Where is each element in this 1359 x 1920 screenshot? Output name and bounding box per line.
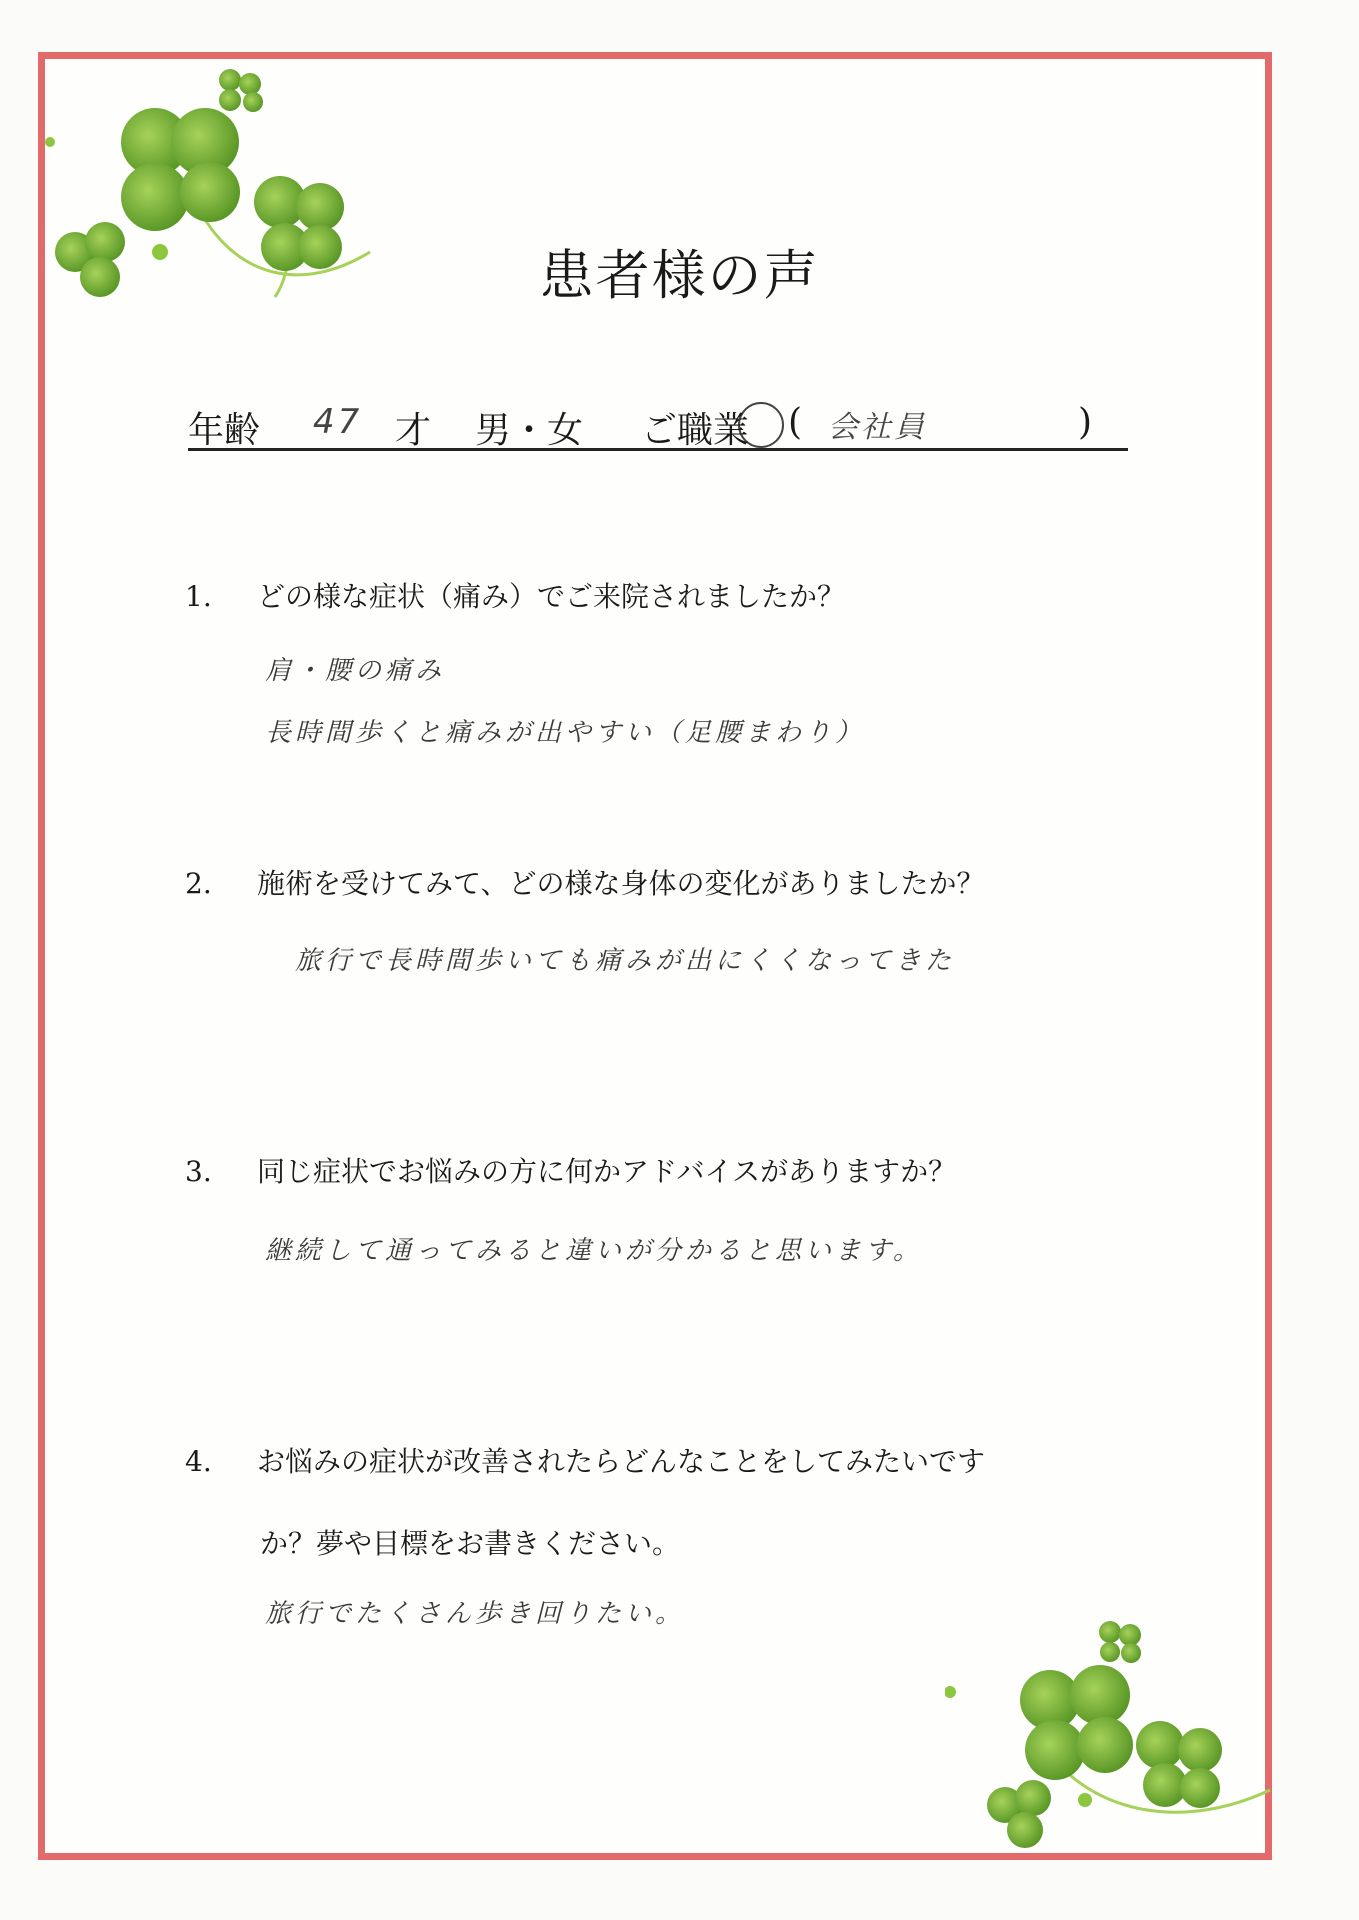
age-value: 47 <box>313 402 363 442</box>
occupation-label: ご職業 <box>641 410 750 451</box>
question-text: 施術を受けてみて、どの様な身体の変化がありましたか？ <box>257 867 985 900</box>
clover-decoration-bottom-right-icon <box>945 1610 1275 1850</box>
question-text: どの様な症状（痛み）でご来院されましたか？ <box>257 580 846 613</box>
occupation-open-paren: ( <box>788 402 803 443</box>
occupation-close-paren: ) <box>1078 402 1093 443</box>
age-unit: 才 <box>395 410 432 451</box>
question-2 <box>185 862 984 902</box>
answer-1-line-2: 長時間歩くと痛みが出やすい（足腰まわり） <box>265 718 866 748</box>
question-number: 2. <box>185 867 212 900</box>
gender-options: 男・女 <box>475 410 584 451</box>
age-label: 年齢 <box>188 410 261 451</box>
page-title: 患者様の声 <box>539 244 820 307</box>
question-number: 4. <box>185 1445 212 1478</box>
question-text: 同じ症状でお悩みの方に何かアドバイスがありますか？ <box>257 1155 957 1188</box>
question-number: 3. <box>185 1155 212 1188</box>
question-text: お悩みの症状が改善されたらどんなことをしてみたいです <box>257 1445 986 1478</box>
question-1 <box>185 575 845 615</box>
answer-3-line-1: 継続して通ってみると違いが分かると思います。 <box>265 1236 923 1266</box>
question-number: 1. <box>185 580 212 613</box>
question-3 <box>185 1150 956 1190</box>
profile-line <box>188 402 1128 451</box>
question-4 <box>185 1440 985 1480</box>
answer-4-line-1: 旅行でたくさん歩き回りたい。 <box>265 1599 686 1629</box>
answer-1-line-1: 肩・腰の痛み <box>265 656 446 686</box>
occupation-value: 会社員 <box>828 410 927 445</box>
answer-2-line-1: 旅行で長時間歩いても痛みが出にくくなってきた <box>295 946 956 976</box>
question-4-line-2: か？夢や目標をお書きください。 <box>260 1527 681 1560</box>
